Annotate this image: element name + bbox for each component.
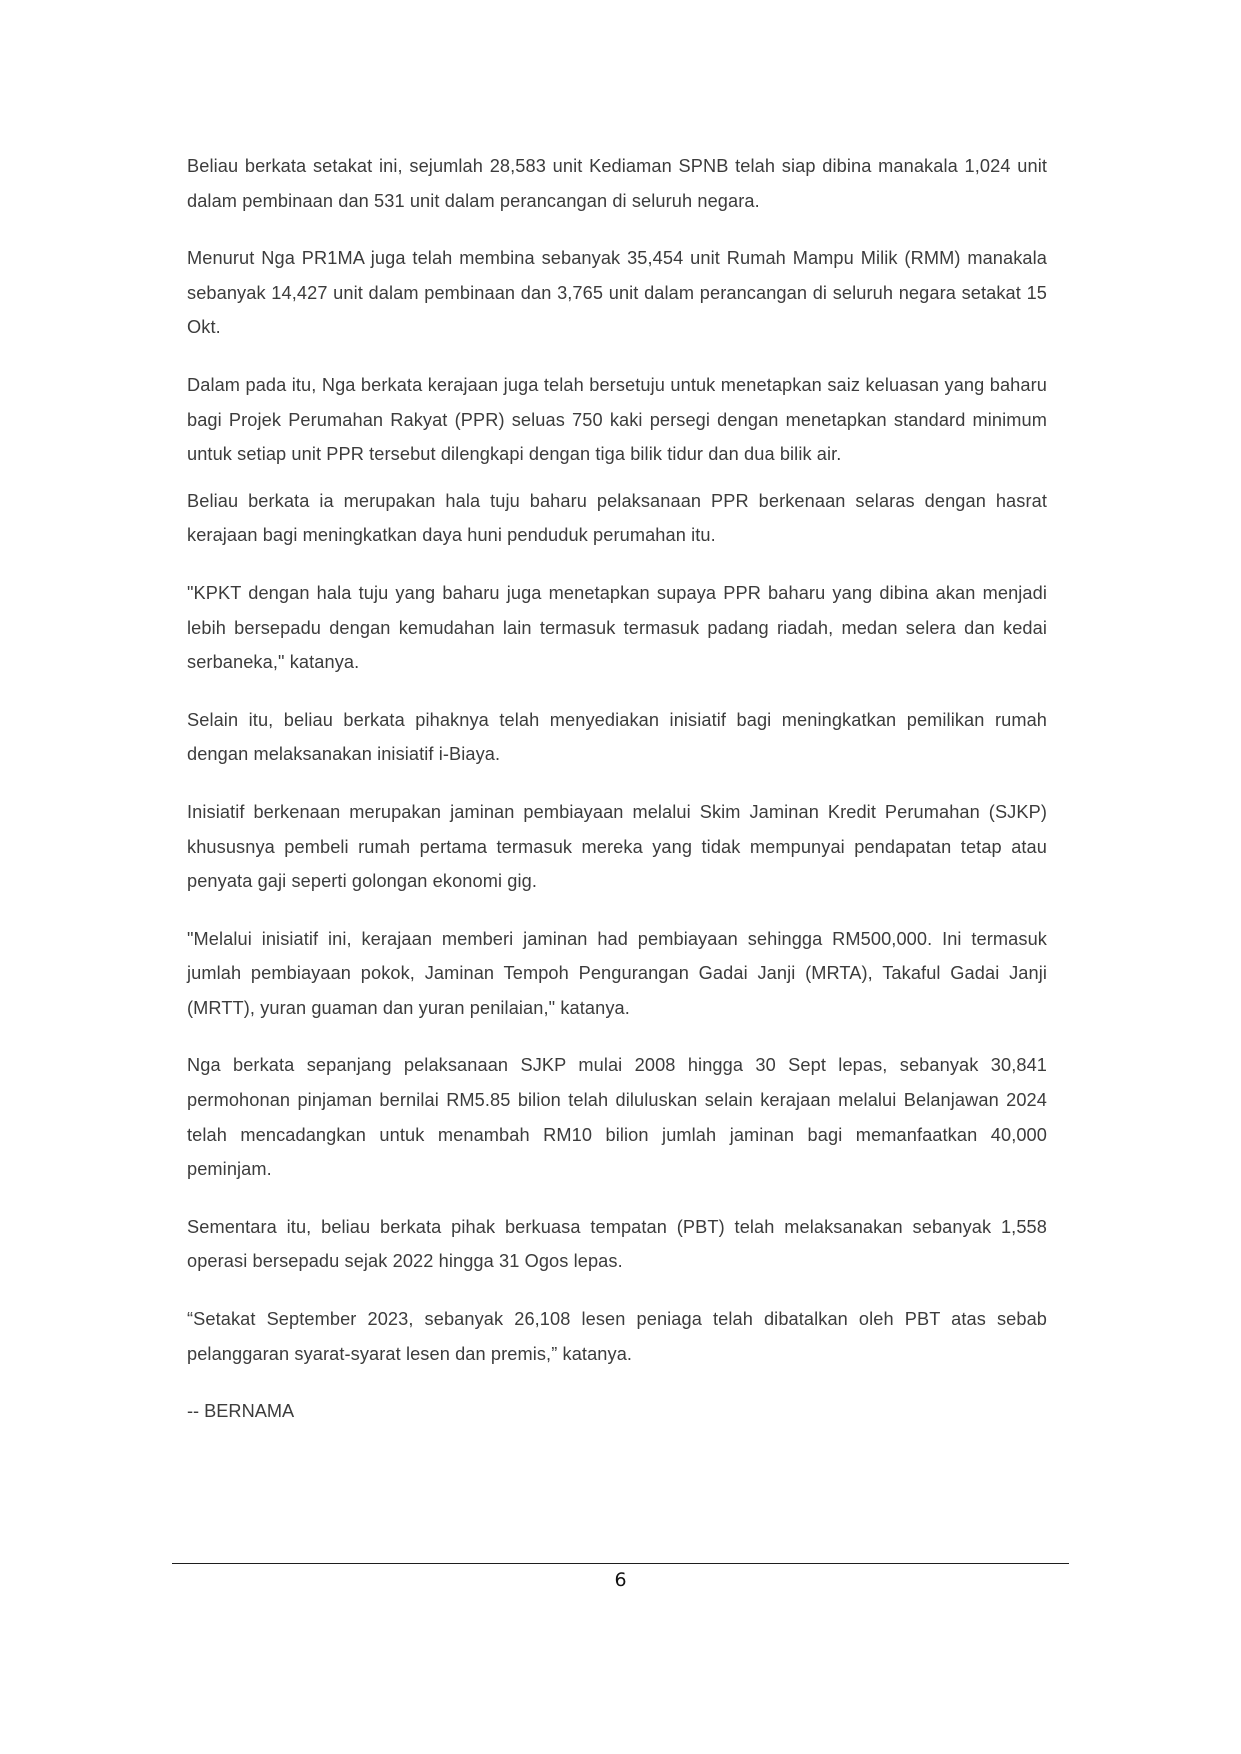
paragraph-license-cancellation: “Setakat September 2023, sebanyak 26,108 lesen peniaga telah dibatalkan oleh PBT atas sebab pelanggaran syarat-syarat lesen dan premis,” katanya. (187, 1309, 1047, 1364)
paragraph-i-biaya: Selain itu, beliau berkata pihaknya telah menyediakan inisiatif bagi meningkatkan pemilikan rumah dengan melaksanakan inisiatif i-Biaya. (187, 709, 1047, 765)
page-number: 6 (614, 1569, 627, 1591)
byline: -- BERNAMA (187, 1401, 295, 1422)
paragraph-ppr-direction: Beliau berkata ia merupakan hala tuju baharu pelaksanaan PPR berkenaan selaras dengan hasrat kerajaan bagi meningkatkan daya huni penduduk perumahan itu. (187, 490, 1047, 546)
paragraph-pr1ma-units: Menurut Nga PR1MA juga telah membina sebanyak 35,454 unit Rumah Mampu Milik (RMM) manakala sebanyak 14,427 unit dalam pembinaan dan 3,765 unit dalam perancangan di seluruh negara setakat 15 Okt. (187, 248, 1047, 338)
paragraph-pbt-operations: Sementara itu, beliau berkata pihak berkuasa tempatan (PBT) telah melaksanakan sebanyak 1,558 operasi bersepadu sejak 2022 hingga 31 Ogos lepas. (187, 1216, 1047, 1272)
footer-divider (172, 1563, 1069, 1564)
paragraph-sjkp-guarantee: Inisiatif berkenaan merupakan jaminan pembiayaan melalui Skim Jaminan Kredit Perumahan (SJKP) khususnya pembeli rumah pertama termasuk mereka yang tidak mempunyai pendapatan tetap atau penyata gaji seperti golongan ekonomi gig. (187, 801, 1047, 892)
paragraph-financing-quote: "Melalui inisiatif ini, kerajaan memberi jaminan had pembiayaan sehingga RM500,000. Ini termasuk jumlah pembiayaan pokok, Jaminan Tempoh Pengurangan Gadai Janji (MRTA), Takaful Gadai Janji (MRTT), yuran guaman dan yuran penilaian," katanya. (187, 928, 1047, 1018)
article-body (187, 149, 1047, 1429)
paragraph-spnb-units: Beliau berkata setakat ini, sejumlah 28,583 unit Kediaman SPNB telah siap dibina manakala 1,024 unit dalam pembinaan dan 531 unit dalam perancangan di seluruh negara. (187, 156, 1047, 211)
paragraph-sjkp-statistics: Nga berkata sepanjang pelaksanaan SJKP mulai 2008 hingga 30 Sept lepas, sebanyak 30,841 permohonan pinjaman bernilai RM5.85 bilion telah diluluskan selain kerajaan melalui Belanjawan 2024 telah mencadangkan untuk menambah RM10 bilion jumlah jaminan bagi memanfaatkan 40,000 peminjam. (187, 1055, 1047, 1180)
paragraph-kpkt-quote: "KPKT dengan hala tuju yang baharu juga menetapkan supaya PPR baharu yang dibina akan menjadi lebih bersepadu dengan kemudahan lain termasuk termasuk padang riadah, medan selera dan kedai serbaneka," katanya. (187, 582, 1047, 673)
paragraph-ppr-size: Dalam pada itu, Nga berkata kerajaan juga telah bersetuju untuk menetapkan saiz keluasan yang baharu bagi Projek Perumahan Rakyat (PPR) seluas 750 kaki persegi dengan menetapkan standard minimum untuk setiap unit PPR tersebut dilengkapi dengan tiga bilik tidur dan dua bilik air. (187, 374, 1047, 465)
